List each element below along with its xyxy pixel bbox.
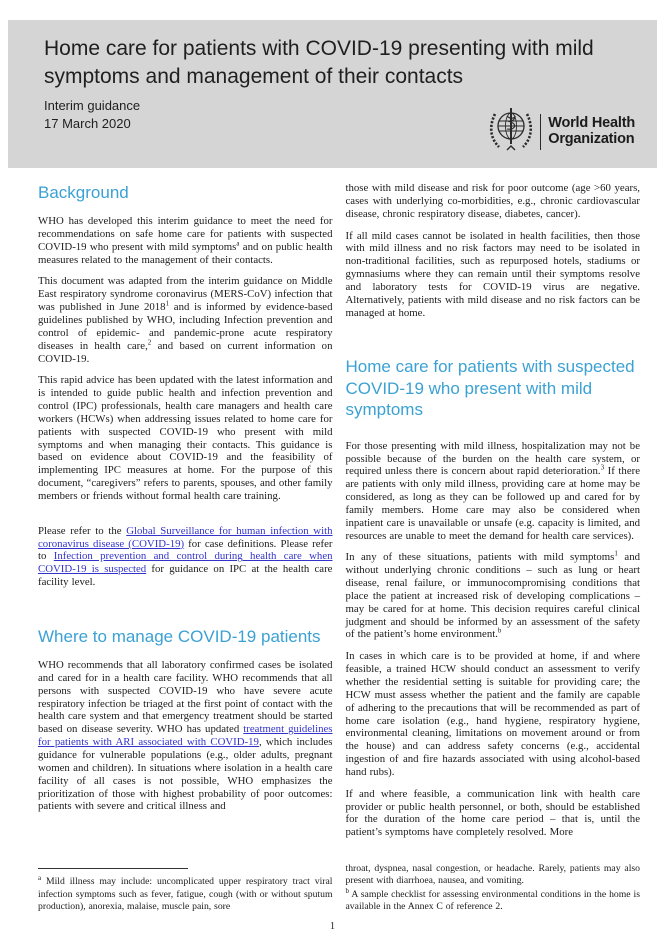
subtitle-interim-guidance: Interim guidance <box>44 98 141 114</box>
body-columns <box>38 182 640 914</box>
footnote-separator <box>38 868 188 869</box>
reference-1: 1 <box>165 299 170 308</box>
link-ipc-guidance[interactable]: Infection prevention and control during health care when COVID-19 is suspected <box>38 550 333 576</box>
paragraph-non-traditional-facilities: If all mild cases cannot be isolated in health facilities, then those with mild illness and no risk factors may need to be isolated in non-traditional facilities, such as repurposed hotels, stadiums or gymnasiums where they can remain until their symptoms resolve and laboratory tests for COVID-19 virus are negative. Alternatively, patients with mild disease and no risk factors can be managed at home. <box>345 229 640 319</box>
paragraph-text: , which includes guidance for vulnerable populations (e.g., older adults, pregnant women and children). In situations where isolation in a health care facility of all cases is not possible, WHO emphasizes the prioritization of those with highest probability of poor outcomes: patients with severe and critical illness and <box>38 736 333 813</box>
who-logo <box>487 104 635 159</box>
reference-1: 1 <box>614 549 618 558</box>
paragraph-text: for case definitions. Please refer to <box>38 537 333 563</box>
footnotes-right <box>346 863 641 914</box>
paragraph-communication-link: If and where feasible, a communication link with health care provider or public health personnel, or both, should be established for the duration of the home care period – that is, until the patient’s symptoms have completely resolved. More <box>345 787 640 839</box>
paragraph-text: and on public health measures related to the management of their contacts. <box>38 240 333 266</box>
paragraph-text: for guidance on IPC at the health care facility level. <box>38 563 333 589</box>
header-banner <box>8 20 657 168</box>
paragraph-text: If there are patients with only mild illness, providing care at home may be considered, as long as they can be followed up and cared for by family members. Home care may also be considered when inpatient care is unavailable or unsafe (e.g. capacity is limited, and resources are unable to meet the demand for health care services). <box>345 465 641 542</box>
who-wordmark-line2: Organization <box>548 130 635 147</box>
paragraph-text: and is informed by evidence-based guidelines published by WHO, including Infection prevention and control of epidemic- and pandemic-prone acute respiratory diseases in health care, <box>38 301 333 352</box>
footnote-a-continued: throat, dyspnea, nasal congestion, or headache. Rarely, patients may also present with diarrhoea, nausea, and vomiting. <box>345 863 640 887</box>
link-treatment-guidelines[interactable]: treatment guidelines for patients with ARI associated with COVID-19 <box>38 723 333 749</box>
footnote-b <box>345 886 641 913</box>
footnote-text: Mild illness may include: uncomplicated upper respiratory tract viral infection symptoms such as fever, fatigue, cough (with or without sputum production), anorexia, malaise, muscle pain, sore <box>38 876 333 912</box>
paragraph-risk-poor-outcome: those with mild disease and risk for poor outcome (age >60 years, cases with underlying co-morbidities, e.g., chronic cardiovascular disease, chronic respiratory disease, diabetes, cancer). <box>345 182 640 220</box>
paragraph-cared-for-at-home <box>346 551 641 641</box>
footnote-text: A sample checklist for assessing environmental conditions in the home is available in the Annex C of reference 2. <box>345 888 640 912</box>
paragraph-text: WHO has developed this interim guidance to meet the need for recommendations on safe home care for patients with suspected COVID-19 who present with mild symptoms <box>38 215 333 253</box>
paragraph-mild-illness-hospitalization <box>346 440 641 543</box>
paragraph-background-1 <box>38 215 333 266</box>
reference-3: 3 <box>600 463 605 472</box>
footnote-ref-a: a <box>236 239 240 248</box>
footnote-marker-b: b <box>345 886 349 895</box>
paragraph-background-3: This rapid advice has been updated with the latest information and is intended to guide public health and infection prevention and control (IPC) professionals, health care managers and health care workers (HCWs) when addressing issues related to home care for patients with suspected COVID-19 who present with mild symptoms and when managing their contacts. This guidance is based on evidence about COVID-19 and the feasibility of implementing IPC measures at home. For the purpose of this document, “caregivers” refers to parents, spouses, and other family members or friends without formal health care training. <box>38 374 333 502</box>
column-left <box>38 182 333 914</box>
page-title: Home care for patients with COVID-19 presenting with mild symptoms and management of their contacts <box>44 37 594 88</box>
footnote-marker-a: a <box>38 874 42 883</box>
page-number: 1 <box>330 921 335 932</box>
who-wordmark <box>548 116 635 146</box>
paragraph-text: This document was adapted from the interim guidance on Middle East respiratory syndrome coronavirus (MERS-CoV) infection that was published in June 2018 <box>38 275 333 314</box>
logo-divider <box>540 114 541 150</box>
who-emblem-icon <box>487 104 535 159</box>
paragraph-text: For those presenting with mild illness, hospitalization may not be possible because of the burden on the health care system, or required unless there is concern about rapid deterioration. <box>345 439 640 478</box>
paragraph-background-2 <box>38 275 333 365</box>
paragraph-text: Please refer to the <box>38 524 127 537</box>
section-heading-background: Background <box>38 183 129 202</box>
paragraph-where-to-manage <box>38 659 333 813</box>
footnote-a <box>38 876 333 913</box>
footnote-ref-b: b <box>497 626 502 635</box>
section-heading-home-care: Home care for patients with suspected COVID-19 who present with mild symptoms <box>345 357 635 419</box>
paragraph-refer-links <box>38 525 333 589</box>
paragraph-text: WHO recommends that all laboratory confirmed cases be isolated and cared for in a health care facility. WHO recommends that all persons with suspected COVID-19 who have severe acute respiratory infection be triaged at the first point of contact with the health care system and that emergency treatment should be started based on disease severity. WHO has updated <box>38 659 333 736</box>
paragraph-text: In any of these situations, patients with mild symptoms <box>345 551 615 564</box>
section-heading-where-to-manage: Where to manage COVID-19 patients <box>38 627 321 647</box>
reference-2: 2 <box>147 338 152 347</box>
who-wordmark-line1: World Health <box>548 115 635 132</box>
link-global-surveillance[interactable]: Global Surveillance for human infection with coronavirus disease (COVID-19) <box>38 524 333 550</box>
paragraph-text: and based on current information on COVID-19. <box>38 339 333 365</box>
paragraph-text: and without underlying chronic conditions – such as lung or heart disease, renal failure, or immunocompromising conditions that place the patient at increased risk of developing complications – may be cared for at home. This decision requires careful clinical judgment and should be informed by an assessment of the safety of the patient’s home environment. <box>345 551 640 641</box>
column-right <box>346 182 641 914</box>
paragraph-hcw-assessment: In cases in which care is to be provided at home, if and where feasible, a trained HCW should conduct an assessment to verify whether the residential setting is suitable for providing care; the HCW must assess whether the patient and the family are capable of adhering to the precautions that will be recommended as part of home care isolation (e.g., hand hygiene, respiratory hygiene, environmental cleaning, limitations on movement around or from the house) and can address safety concerns (e.g., accidental ingestion of and fire hazards associated with using alcohol-based hand rubs). <box>345 650 640 778</box>
document-date: 17 March 2020 <box>44 116 131 132</box>
footnotes-left <box>38 868 333 914</box>
